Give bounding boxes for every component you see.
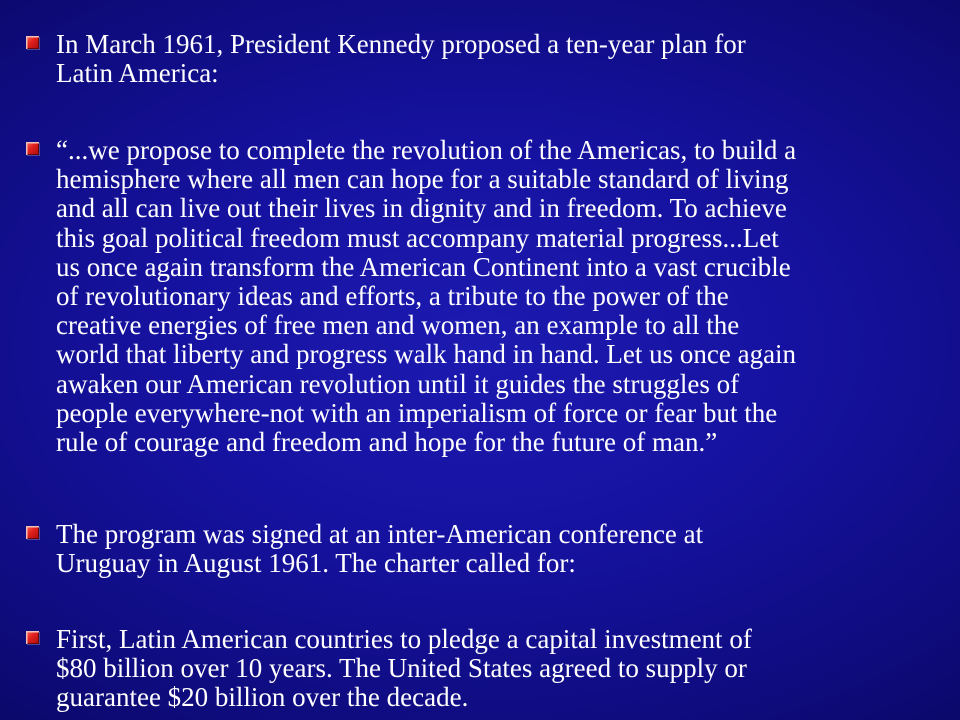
bullet-text: In March 1961, President Kennedy proposed a ten-year plan for Latin America: (56, 29, 746, 89)
bullet-text: The program was signed at an inter-American conference at Uruguay in August 1961. The charter called for: (56, 519, 704, 579)
red-square-bullet-icon (26, 142, 39, 155)
red-square-bullet-icon (26, 526, 39, 539)
bullet-text: First, Latin American countries to pledge a capital investment of $80 billion over 10 years. The United States agreed to supply or guarantee $20 billion over the decade. (56, 624, 752, 713)
red-square-bullet-icon (26, 36, 39, 49)
red-square-bullet-icon (26, 631, 39, 644)
bullet-text: “...we propose to complete the revolution of the Americas, to build a hemisphere where all men can hope for a suitable standard of living and all can live out their lives in dignity and in freedom. To achieve this goal political freedom must accompany material progress...Let us once again transform the American Continent into a vast crucible of revolutionary ideas and efforts, a tribute to the power of the creative energies of free men and women, an example to all the world that liberty and progress walk hand in hand. Let us once again awaken our American revolution until it guides the struggles of people everywhere-not with an imperialism of force or fear but the rule of courage and freedom and hope for the future of man.” (56, 135, 797, 458)
